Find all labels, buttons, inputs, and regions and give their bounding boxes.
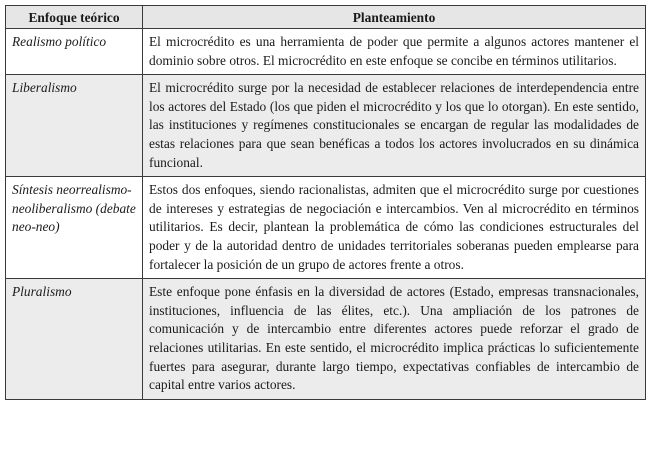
approach-cell: Pluralismo bbox=[6, 279, 143, 400]
table-header-row bbox=[6, 6, 646, 29]
table-row bbox=[6, 29, 646, 75]
description-cell: El microcrédito es una herramienta de poder que permite a algunos actores mantener el dominio sobre otros. El microcrédito en este enfoque se concibe en términos utilitarios. bbox=[143, 29, 646, 75]
table-row bbox=[6, 75, 646, 177]
description-cell: Este enfoque pone énfasis en la diversidad de actores (Estado, empresas transnacionales, instituciones, influencia de las élites, etc.). Una ampliación de los patrones de comunicación y de intercambio entre diferentes actores puede reforzar el grado de relaciones utilitarias. En este sentido, el microcrédito implica prácticas lo suficientemente fuertes para asegurar, durante largo tiempo, expectativas confiables de intercambio de capital entre varios actores. bbox=[143, 279, 646, 400]
header-enfoque: Enfoque teórico bbox=[6, 6, 143, 29]
header-planteamiento: Planteamiento bbox=[143, 6, 646, 29]
approach-cell: Realismo político bbox=[6, 29, 143, 75]
approach-cell: Síntesis neorrealismo-neoliberalismo (debate neo-neo) bbox=[6, 177, 143, 279]
description-cell: El microcrédito surge por la necesidad de establecer relaciones de interdependencia entre los actores del Estado (los que piden el microcrédito y los que lo otorgan). En este sentido, las instituciones y regímenes constitucionales se encargan de regular las modalidades de estas relaciones para que sean benéficas a todos los actores involucrados en su dinámica funcional. bbox=[143, 75, 646, 177]
description-cell: Estos dos enfoques, siendo racionalistas, admiten que el microcrédito surge por cuestiones de intereses y estrategias de negociación e intercambios. Ven al microcrédito en términos utilitarios. Es decir, plantean la problemática de cómo las condiciones estructurales del poder y de la autoridad dentro de unidades territoriales soberanas pueden emplearse para fortalecer la posición de un grupo de actores frente a otros. bbox=[143, 177, 646, 279]
table-row bbox=[6, 279, 646, 400]
theory-table-container bbox=[5, 5, 645, 400]
approach-cell: Liberalismo bbox=[6, 75, 143, 177]
table-row bbox=[6, 177, 646, 279]
theory-table bbox=[5, 5, 646, 400]
